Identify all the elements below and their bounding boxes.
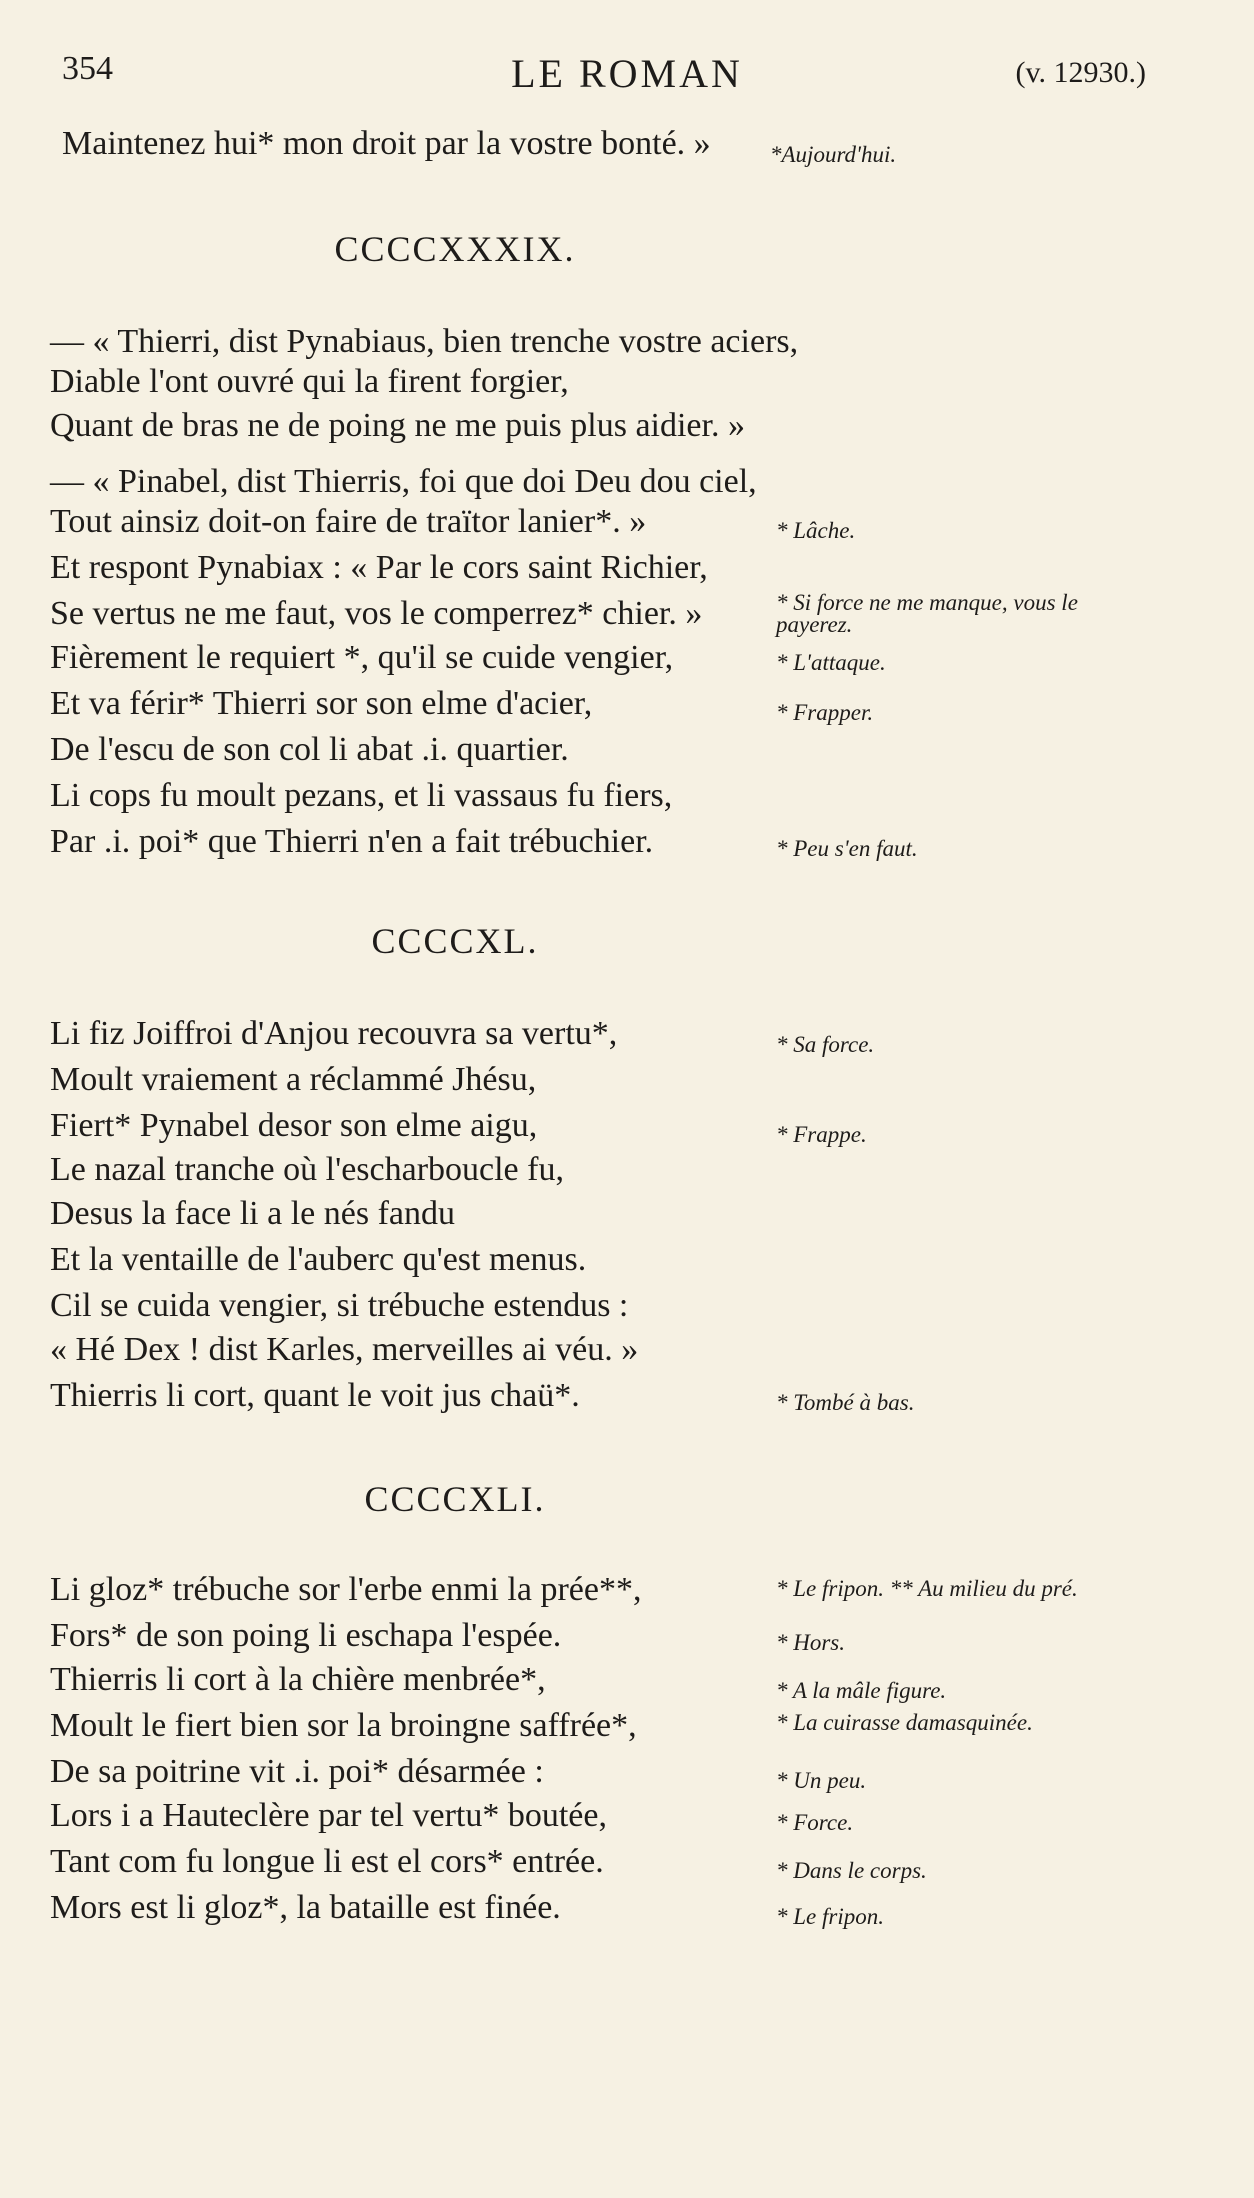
verse-line: Fors* de son poing li eschapa l'espée.: [50, 1617, 562, 1654]
verse-line: Fiert* Pynabel desor son elme aigu,: [50, 1107, 538, 1144]
verse-line: Le nazal tranche où l'escharboucle fu,: [50, 1151, 564, 1188]
gloss-note: * A la mâle figure.: [776, 1678, 947, 1703]
verse-line: « Hé Dex ! dist Karles, merveilles ai véu. »: [50, 1331, 639, 1368]
verse-line: Mors est li gloz*, la bataille est finée.: [50, 1889, 561, 1926]
verse-line: Li gloz* trébuche sor l'erbe enmi la prée**,: [50, 1571, 642, 1608]
verse-line: — « Pinabel, dist Thierris, foi que doi Deu dou ciel,: [50, 463, 757, 500]
verse-line: — « Thierri, dist Pynabiaus, bien trenche vostre aciers,: [50, 323, 799, 360]
gloss-note: * Peu s'en faut.: [776, 836, 918, 861]
verse-line: Tout ainsiz doit-on faire de traïtor lanier*. »: [50, 503, 647, 540]
verse-line: Tant com fu longue li est el cors* entrée.: [50, 1843, 604, 1880]
verse-line: Par .i. poi* que Thierri n'en a fait trébuchier.: [50, 823, 654, 860]
gloss-note: * Si force ne me manque, vous le payerez.: [776, 590, 1078, 637]
verse-line: De sa poitrine vit .i. poi* désarmée :: [50, 1753, 544, 1790]
gloss-note: * Force.: [776, 1810, 854, 1835]
gloss-note: * Le fripon.: [776, 1904, 884, 1929]
verse-line: Quant de bras ne de poing ne me puis plus aidier. »: [50, 407, 745, 444]
gloss-note: * Lâche.: [776, 518, 856, 543]
gloss-note: * L'attaque.: [776, 650, 886, 675]
verse-line: Thierris li cort, quant le voit jus chaü*.: [50, 1377, 580, 1414]
gloss-note: * Un peu.: [776, 1768, 867, 1793]
verse-line: Li fiz Joiffroi d'Anjou recouvra sa vertu*,: [50, 1015, 618, 1052]
gloss-note: * Frapper.: [776, 700, 874, 725]
verse-line: Thierris li cort à la chière menbrée*,: [50, 1661, 546, 1698]
verse-line: Desus la face li a le nés fandu: [50, 1195, 455, 1232]
verse-line: Et la ventaille de l'auberc qu'est menus.: [50, 1241, 587, 1278]
verse-line: Se vertus ne me faut, vos le comperrez* chier. »: [50, 595, 703, 632]
gloss-note: *Aujourd'hui.: [770, 142, 897, 167]
section-heading: CCCCXL.: [371, 921, 539, 961]
gloss-note: * La cuirasse damasquinée.: [776, 1710, 1033, 1735]
gloss-note: * Hors.: [776, 1630, 846, 1655]
verse-line: Moult le fiert bien sor la broingne saffrée*,: [50, 1707, 637, 1744]
verse-line: Cil se cuida vengier, si trébuche estendus :: [50, 1287, 629, 1324]
gloss-note: * Dans le corps.: [776, 1858, 927, 1883]
verse-line: De l'escu de son col li abat .i. quartier.: [50, 731, 569, 768]
verse-line: Et respont Pynabiax : « Par le cors saint Richier,: [50, 549, 708, 586]
verse-line: Maintenez hui* mon droit par la vostre bonté. »: [62, 125, 711, 162]
gloss-note: * Frappe.: [776, 1122, 867, 1147]
verse-line: Li cops fu moult pezans, et li vassaus fu fiers,: [50, 777, 673, 814]
gloss-note: * Tombé à bas.: [776, 1390, 915, 1415]
page-number: 354: [62, 50, 113, 87]
section-heading: CCCCXXXIX.: [334, 229, 576, 269]
verse-line: Moult vraiement a réclammé Jhésu,: [50, 1061, 537, 1098]
section-heading: CCCCXLI.: [364, 1479, 546, 1519]
verse-line: Lors i a Hauteclère par tel vertu* boutée,: [50, 1797, 607, 1834]
gloss-note: * Le fripon. ** Au milieu du pré.: [776, 1576, 1078, 1601]
verse-reference: (v. 12930.): [1015, 56, 1146, 89]
verse-line: Diable l'ont ouvré qui la firent forgier,: [50, 363, 569, 400]
verse-line: Fièrement le requiert *, qu'il se cuide vengier,: [50, 639, 674, 676]
running-title: LE ROMAN: [511, 51, 743, 96]
verse-line: Et va férir* Thierri sor son elme d'acier,: [50, 685, 593, 722]
gloss-note: * Sa force.: [776, 1032, 875, 1057]
